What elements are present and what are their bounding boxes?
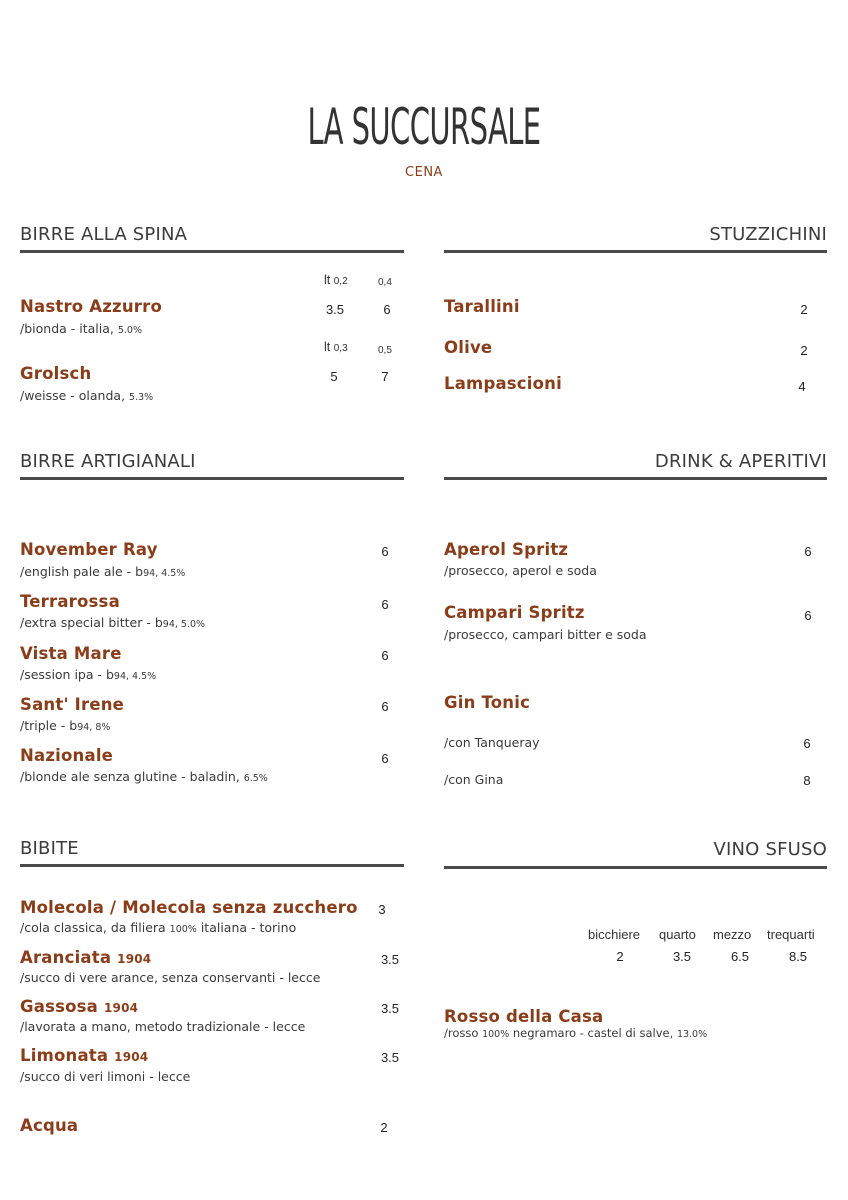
menu-item-desc: /rosso 100% negramaro - castel di salve, 13.0%: [444, 1026, 708, 1040]
wine-price: 3.5: [672, 949, 692, 964]
section-title-drink: DRINK & APERITIVI: [654, 451, 827, 472]
menu-item-desc: /prosecco, campari bitter e soda: [444, 627, 647, 642]
menu-item-price: 2: [800, 302, 808, 317]
menu-item-price: 3: [378, 902, 386, 917]
wine-size-header: trequarti: [767, 927, 815, 942]
wine-price: 6.5: [730, 949, 750, 964]
menu-item-price: 6: [381, 648, 389, 663]
menu-item-name: Campari Spritz: [444, 603, 585, 622]
section-title-vino: VINO SFUSO: [713, 839, 827, 860]
menu-item-name: Aranciata 1904: [20, 948, 152, 967]
menu-item-name: Olive: [444, 338, 493, 357]
menu-item-option: /con Tanqueray: [444, 735, 540, 750]
menu-item-name: Sant' Irene: [20, 695, 125, 714]
price-large: 7: [381, 369, 389, 384]
menu-item-desc: /english pale ale - b94, 4.5%: [20, 564, 186, 579]
restaurant-title: LA SUCCURSALE: [307, 98, 541, 156]
menu-subtitle: CENA: [405, 165, 443, 180]
menu-item-desc: /prosecco, aperol e soda: [444, 563, 597, 578]
menu-item-price: 8: [803, 773, 811, 788]
section-divider: [444, 477, 827, 480]
menu-item-name: Lampascioni: [444, 374, 562, 393]
menu-item-price: 3.5: [380, 952, 400, 967]
menu-item-price: 6: [803, 736, 811, 751]
menu-item-desc: /succo di vere arance, senza conservanti - lecce: [20, 970, 321, 985]
menu-item-desc: /extra special bitter - b94, 5.0%: [20, 615, 206, 630]
menu-item-price: 6: [804, 544, 812, 559]
menu-item-desc: /lavorata a mano, metodo tradizionale - lecce: [20, 1019, 306, 1034]
menu-item-price: 3.5: [380, 1050, 400, 1065]
menu-item-option: /con Gina: [444, 772, 504, 787]
menu-item-name: Acqua: [20, 1116, 79, 1135]
menu-item-price: 6: [804, 608, 812, 623]
menu-item-desc: /weisse - olanda, 5.3%: [20, 388, 154, 403]
menu-item-price: 2: [800, 343, 808, 358]
menu-item-desc: /session ipa - b94, 4.5%: [20, 667, 157, 682]
section-divider: [444, 250, 827, 253]
section-title-birre-artigianali: BIRRE ARTIGIANALI: [20, 451, 196, 472]
menu-item-price: 2: [380, 1120, 388, 1135]
menu-item-desc: /blonde ale senza glutine - baladin, 6.5%: [20, 769, 268, 784]
price-large: 6: [383, 302, 391, 317]
section-divider: [20, 250, 404, 253]
wine-price: 2: [616, 949, 624, 964]
menu-item-desc: /succo di veri limoni - lecce: [20, 1069, 191, 1084]
menu-item-price: 6: [381, 699, 389, 714]
menu-item-price: 3.5: [380, 1001, 400, 1016]
price-small: 5: [330, 369, 338, 384]
menu-item-name: Vista Mare: [20, 644, 122, 663]
menu-item-name: Aperol Spritz: [444, 540, 569, 559]
menu-item-name: Grolsch: [20, 364, 92, 383]
menu-item-name: Tarallini: [444, 297, 520, 316]
wine-price: 8.5: [788, 949, 808, 964]
menu-item-desc: /triple - b94, 8%: [20, 718, 111, 733]
price-small: 3.5: [325, 302, 345, 317]
menu-item-price: 6: [381, 751, 389, 766]
wine-size-header: mezzo: [713, 927, 752, 942]
section-title-birre-spina: BIRRE ALLA SPINA: [20, 224, 188, 245]
menu-item-name: Nazionale: [20, 746, 114, 765]
section-divider: [20, 477, 404, 480]
size-header: lt 0,3: [324, 340, 348, 354]
menu-item-name: Nastro Azzurro: [20, 297, 163, 316]
size-header-large: 0,5: [378, 345, 392, 356]
menu-item-name: Gin Tonic: [444, 693, 531, 712]
wine-size-header: quarto: [659, 927, 696, 942]
menu-item-desc: /cola classica, da filiera 100% italiana - torino: [20, 920, 297, 935]
menu-item-price: 4: [798, 379, 806, 394]
menu-item-name: November Ray: [20, 540, 158, 559]
wine-size-header: bicchiere: [588, 927, 641, 942]
section-divider: [20, 864, 404, 867]
size-header-large: 0,4: [378, 277, 392, 288]
menu-item-name: Molecola / Molecola senza zucchero: [20, 898, 358, 917]
menu-item-name: Limonata 1904: [20, 1046, 149, 1065]
section-title-stuzzichini: STUZZICHINI: [709, 224, 827, 245]
menu-item-price: 6: [381, 597, 389, 612]
menu-item-name: Rosso della Casa: [444, 1007, 604, 1026]
section-title-bibite: BIBITE: [20, 838, 79, 859]
menu-item-desc: /bionda - italia, 5.0%: [20, 321, 142, 336]
menu-item-price: 6: [381, 544, 389, 559]
size-header: lt 0,2: [324, 273, 348, 287]
menu-item-name: Gassosa 1904: [20, 997, 139, 1016]
section-divider: [444, 866, 827, 869]
menu-item-name: Terrarossa: [20, 592, 120, 611]
